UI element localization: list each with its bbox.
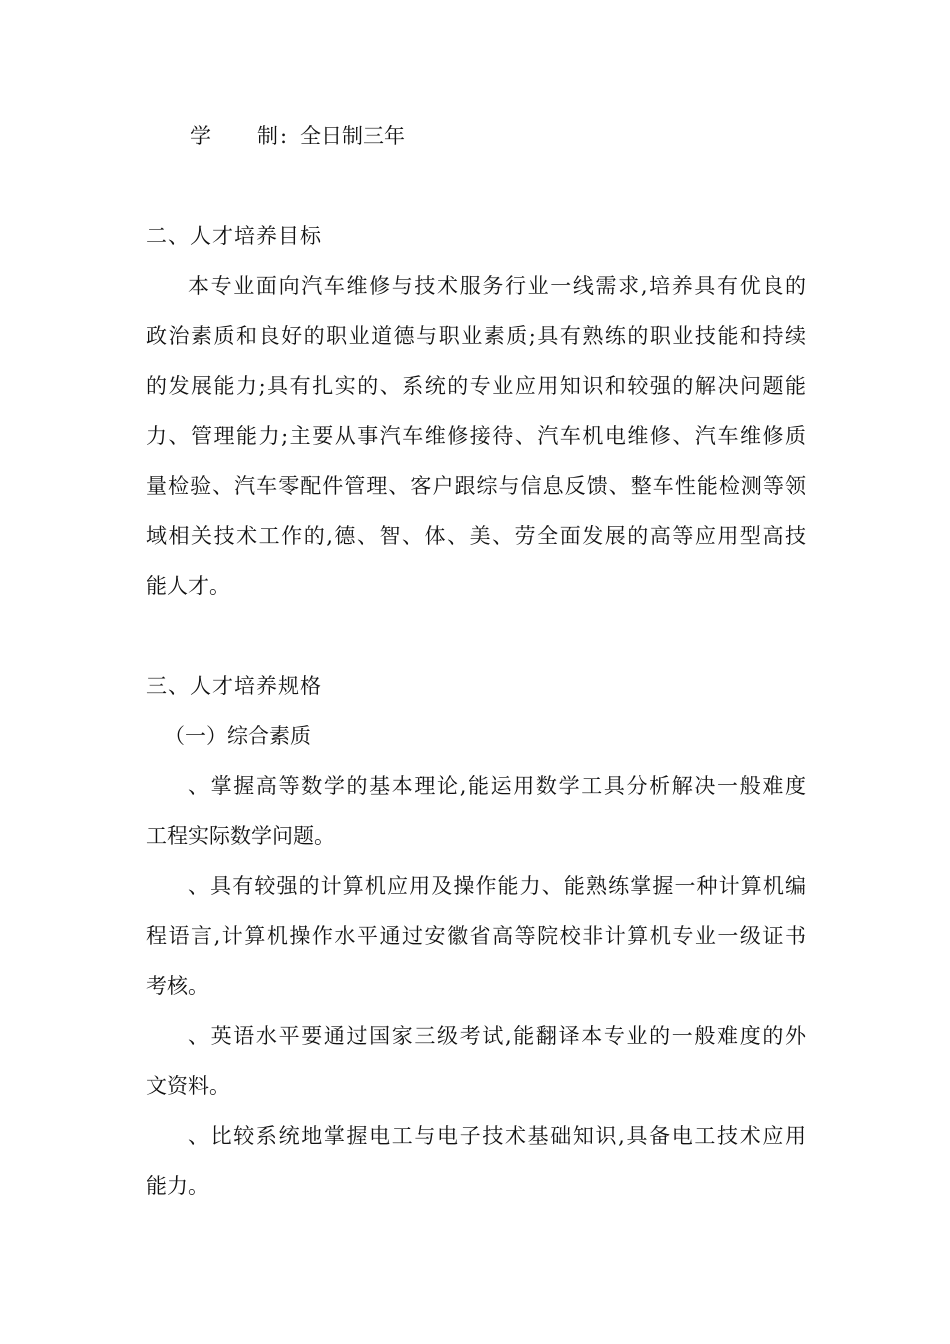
paragraph-line: 政治素质和良好的职业道德与职业素质;具有熟练的职业技能和持续 xyxy=(146,324,806,348)
study-duration-label-2: 制 xyxy=(257,124,278,148)
list-item-line: 、英语水平要通过国家三级考试,能翻译本专业的一般难度的外 xyxy=(188,1024,806,1048)
study-duration-value: 全日制三年 xyxy=(300,124,405,148)
list-item-line: 、掌握高等数学的基本理论,能运用数学工具分析解决一般难度 xyxy=(188,774,806,798)
paragraph-line: 的发展能力;具有扎实的、系统的专业应用知识和较强的解决问题能 xyxy=(146,374,806,398)
paragraph-line: 量检验、汽车零配件管理、客户跟综与信息反馈、整车性能检测等领 xyxy=(146,474,806,498)
paragraph-line: 域相关技术工作的,德、智、体、美、劳全面发展的高等应用型高技 xyxy=(146,524,806,548)
list-item-line: 、比较系统地掌握电工与电子技术基础知识,具备电工技术应用 xyxy=(188,1124,806,1148)
list-item-line: 能力。 xyxy=(146,1174,209,1198)
paragraph-line: 力、管理能力;主要从事汽车维修接待、汽车机电维修、汽车维修质 xyxy=(146,424,806,448)
list-item-line: 工程实际数学问题。 xyxy=(146,824,335,848)
section-heading: 二、人才培养目标 xyxy=(146,224,322,248)
list-item-line: 程语言,计算机操作水平通过安徽省高等院校非计算机专业一级证书 xyxy=(146,924,806,948)
paragraph-line: 能人才。 xyxy=(146,574,230,598)
sub-heading: （一）综合素质 xyxy=(164,724,311,748)
study-duration-colon: : xyxy=(280,124,288,148)
paragraph-line: 本专业面向汽车维修与技术服务行业一线需求,培养具有优良的 xyxy=(188,274,806,298)
list-item-line: 、具有较强的计算机应用及操作能力、能熟练掌握一种计算机编 xyxy=(188,874,806,898)
list-item-line: 考核。 xyxy=(146,974,209,998)
study-duration-label-1: 学 xyxy=(190,124,211,148)
section-heading: 三、人才培养规格 xyxy=(146,674,322,698)
list-item-line: 文资料。 xyxy=(146,1074,230,1098)
